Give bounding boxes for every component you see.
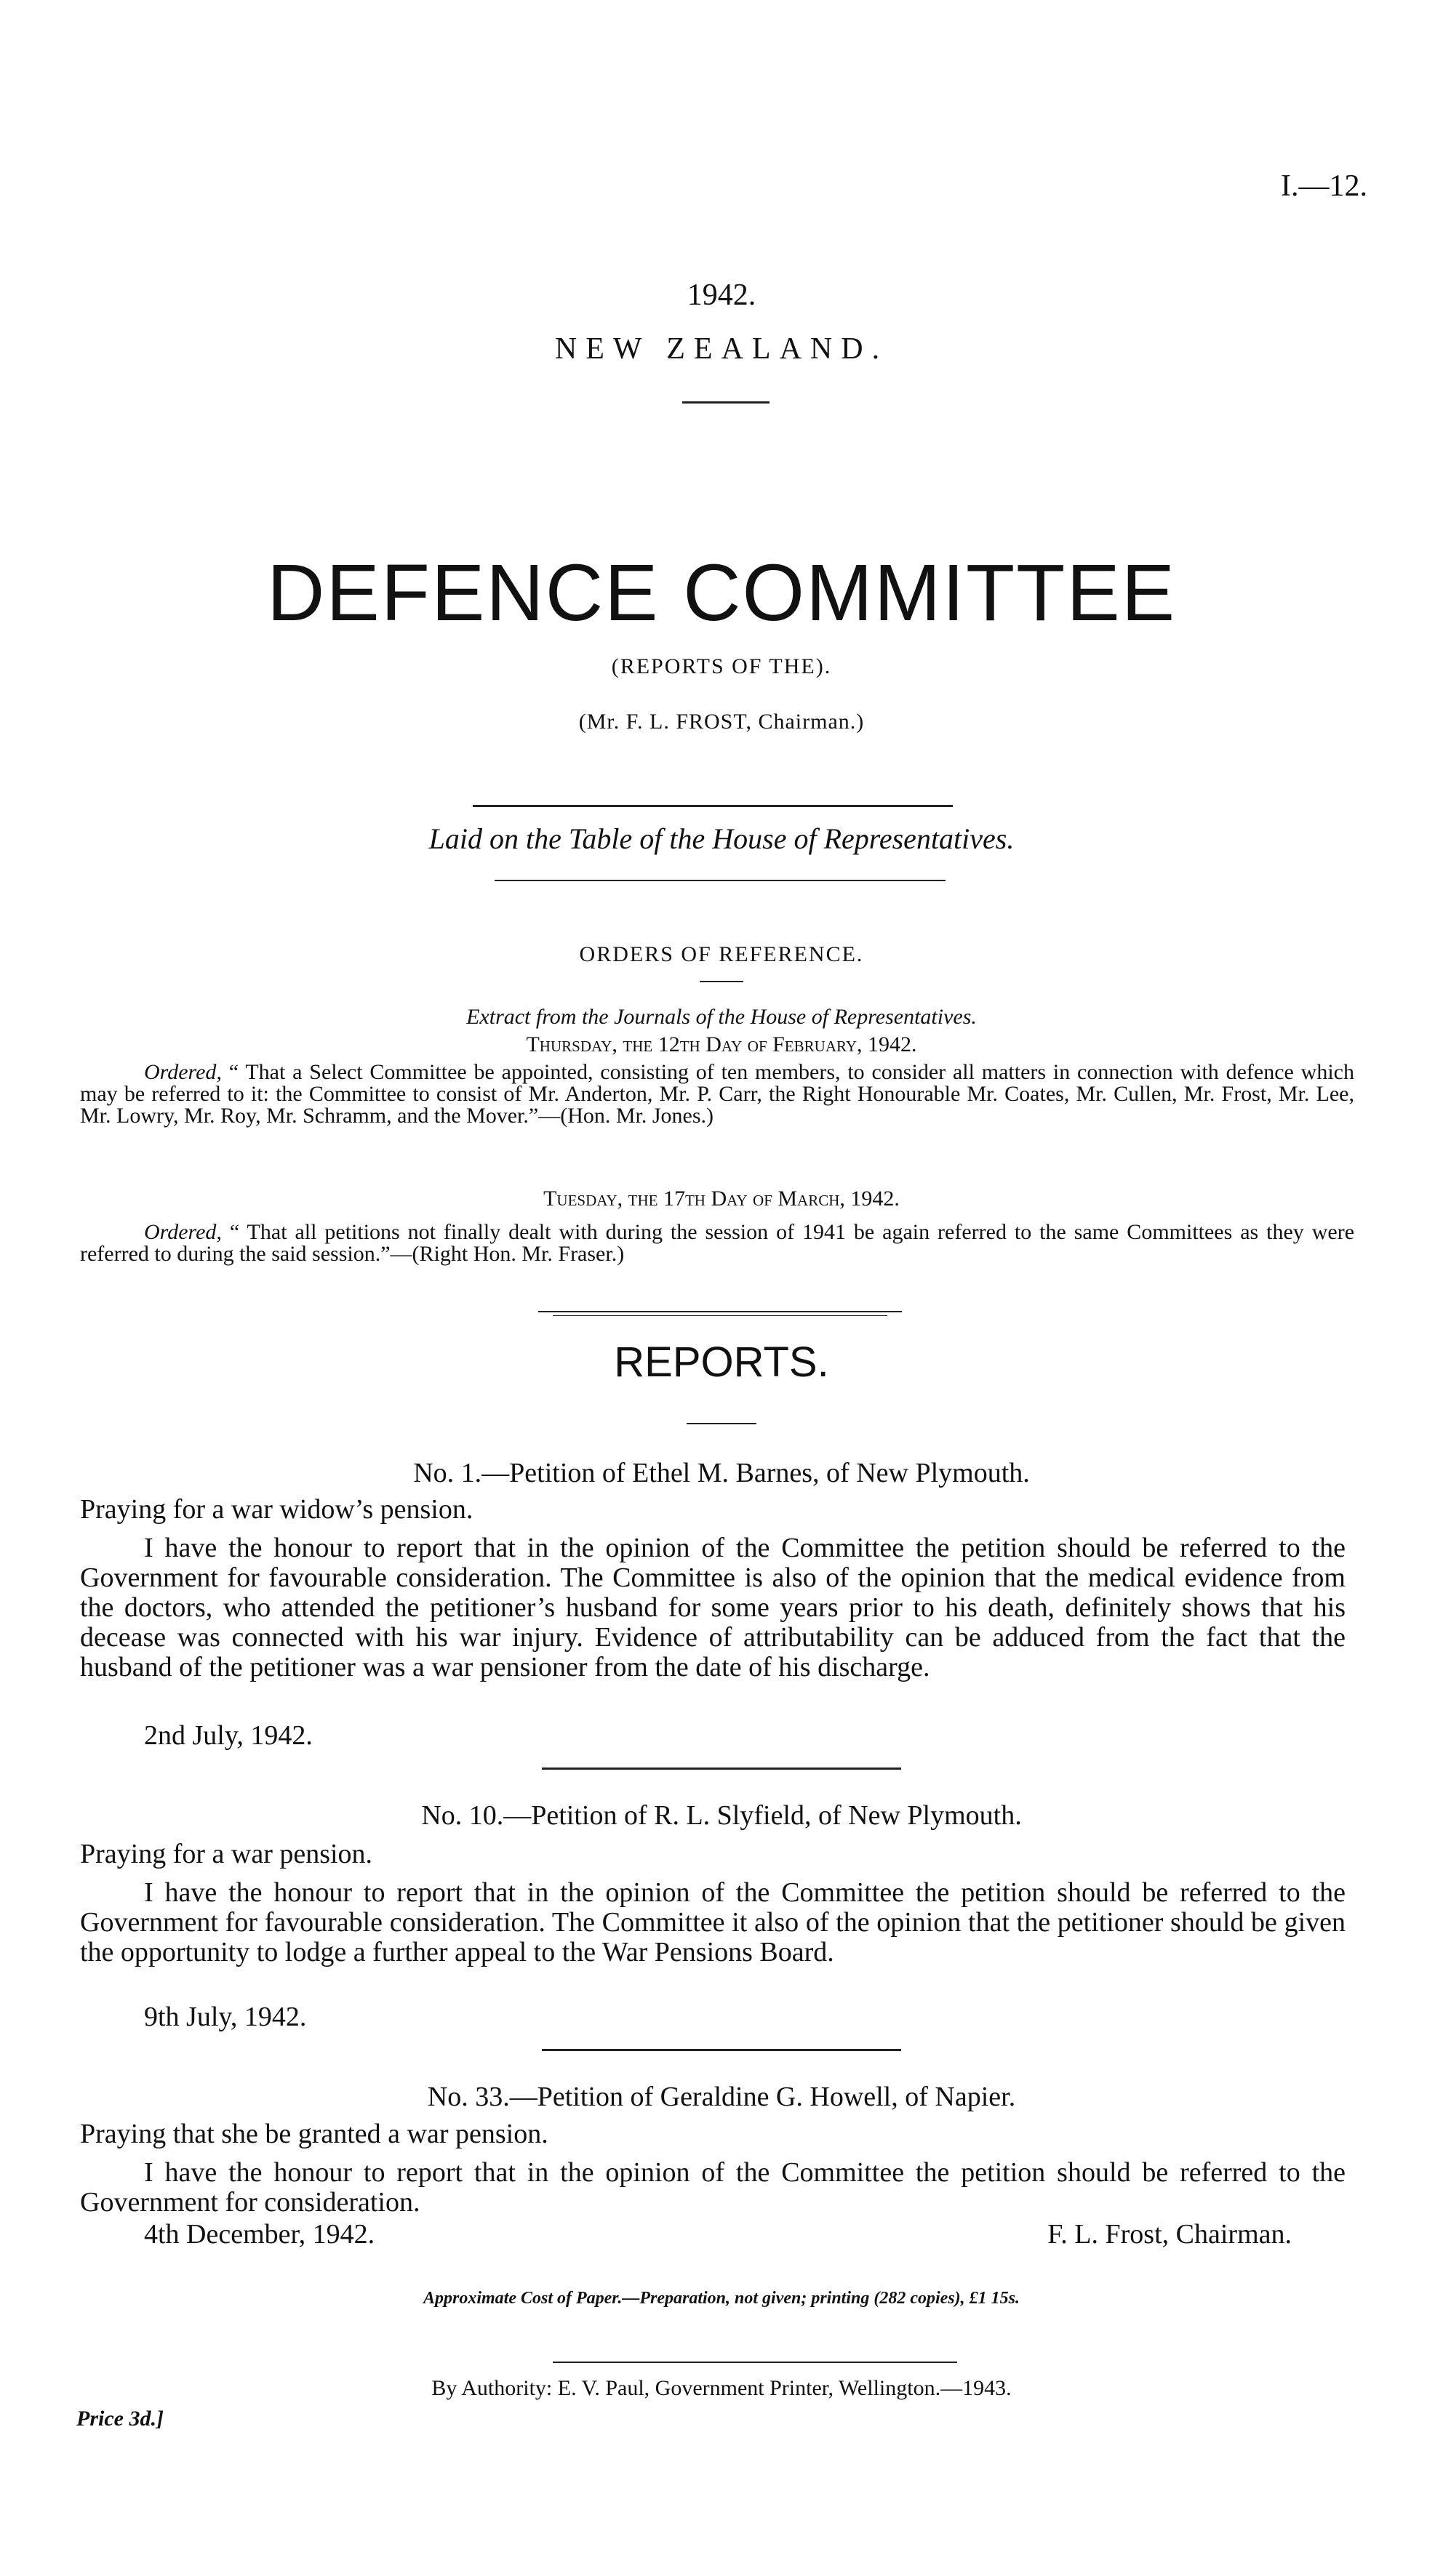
petition-heading: No. 10.—Petition of R. L. Slyfield, of New Plymouth. [421,1800,1022,1831]
report-body [80,2158,1346,2218]
divider [542,1768,901,1770]
laid-on-table-line: Laid on the Table of the House of Representatives. [428,822,1015,855]
praying-text: Praying that she be granted a war pension. [80,2119,548,2149]
divider [542,2049,901,2051]
document-code: I.—12. [1281,169,1367,203]
praying-line [80,1495,1346,1525]
order-paragraph [80,1221,1354,1265]
report-text: I have the honour to report that in the opinion of the Committee the petition should be referred to the Government for consideration. [80,2157,1346,2218]
praying-text: Praying for a war widow’s pension. [80,1494,473,1525]
reports-heading: REPORTS. [614,1339,829,1386]
divider [682,401,770,404]
ordered-label: Ordered, [144,1220,222,1244]
praying-line [80,2119,1346,2149]
divider [495,880,946,881]
report-text: I have the honour to report that in the opinion of the Committee the petition should be referred to the Government for favourable consideration. The Committee is also of the opinion that the medical evidence from the doctors, who attended the petitioner’s husband for some years prior to his death, definitely shows that his decease was connected with his war injury. Evidence of attributability can be adduced from the fact that the husband of the petitioner was a war pensioner from the date of his discharge. [80,1533,1346,1682]
report-date: 9th July, 1942. [144,2002,307,2032]
order-date: Tuesday, the 17th Day of March, 1942. [543,1187,900,1211]
ordered-label: Ordered, [144,1060,222,1084]
year: 1942. [687,278,756,312]
divider [687,1423,756,1424]
report-body [80,1878,1346,1967]
cost-note: Approximate Cost of Paper.—Preparation, not given; printing (282 copies), £1 15s. [423,2289,1020,2308]
order-text: “ That a Select Committee be appointed, consisting of ten members, to consider all matters in connection with defence which may be referred to it: the Committee to consist of Mr. Anderton, Mr. P. Carr, the Right Honourable Mr. Coates, Mr. Cullen, Mr. Frost, Mr. Lee, Mr. Lowry, Mr. Roy, Mr. Schramm, and the Mover.”—(Hon. Mr. Jones.) [80,1060,1354,1128]
report-body [80,1533,1346,1682]
document-title: DEFENCE COMMITTEE [266,548,1177,638]
journal-extract-line: Extract from the Journals of the House of Representatives. [466,1005,977,1029]
country-name: NEW ZEALAND. [554,332,889,366]
divider [538,1311,902,1312]
praying-line [80,1839,1346,1869]
report-date: 4th December, 1942. [144,2219,375,2250]
report-text: I have the honour to report that in the opinion of the Committee the petition should be referred to the Government for favourable consideration. The Committee it also of the opinion that the petitioner should be given the opportunity to lodge a further appeal to the War Pensions Board. [80,1877,1346,1967]
report-date: 2nd July, 1942. [144,1720,313,1751]
order-paragraph [80,1062,1354,1127]
price-label: Price 3d.] [76,2407,164,2431]
authority-line: By Authority: E. V. Paul, Government Printer, Wellington.—1943. [431,2376,1012,2400]
praying-text: Praying for a war pension. [80,1839,373,1869]
petition-heading: No. 1.—Petition of Ethel M. Barnes, of New Plymouth. [413,1458,1030,1488]
order-date: Thursday, the 12th Day of February, 1942. [526,1032,917,1056]
petition-heading: No. 33.—Petition of Geraldine G. Howell, of Napier. [427,2082,1016,2112]
order-text: “ That all petitions not finally dealt with during the session of 1941 be again referred to the same Committees as they were referred to during the said session.”—(Right Hon. Mr. Fraser.) [80,1220,1355,1266]
document-subtitle: (REPORTS OF THE). [611,654,832,678]
divider [553,1315,887,1316]
orders-heading: ORDERS OF REFERENCE. [579,942,864,966]
chairman-line: (Mr. F. L. FROST, Chairman.) [578,710,865,734]
divider [553,2362,957,2363]
divider [473,805,953,807]
divider [700,981,743,982]
chairman-signature: F. L. Frost, Chairman. [1047,2219,1292,2250]
